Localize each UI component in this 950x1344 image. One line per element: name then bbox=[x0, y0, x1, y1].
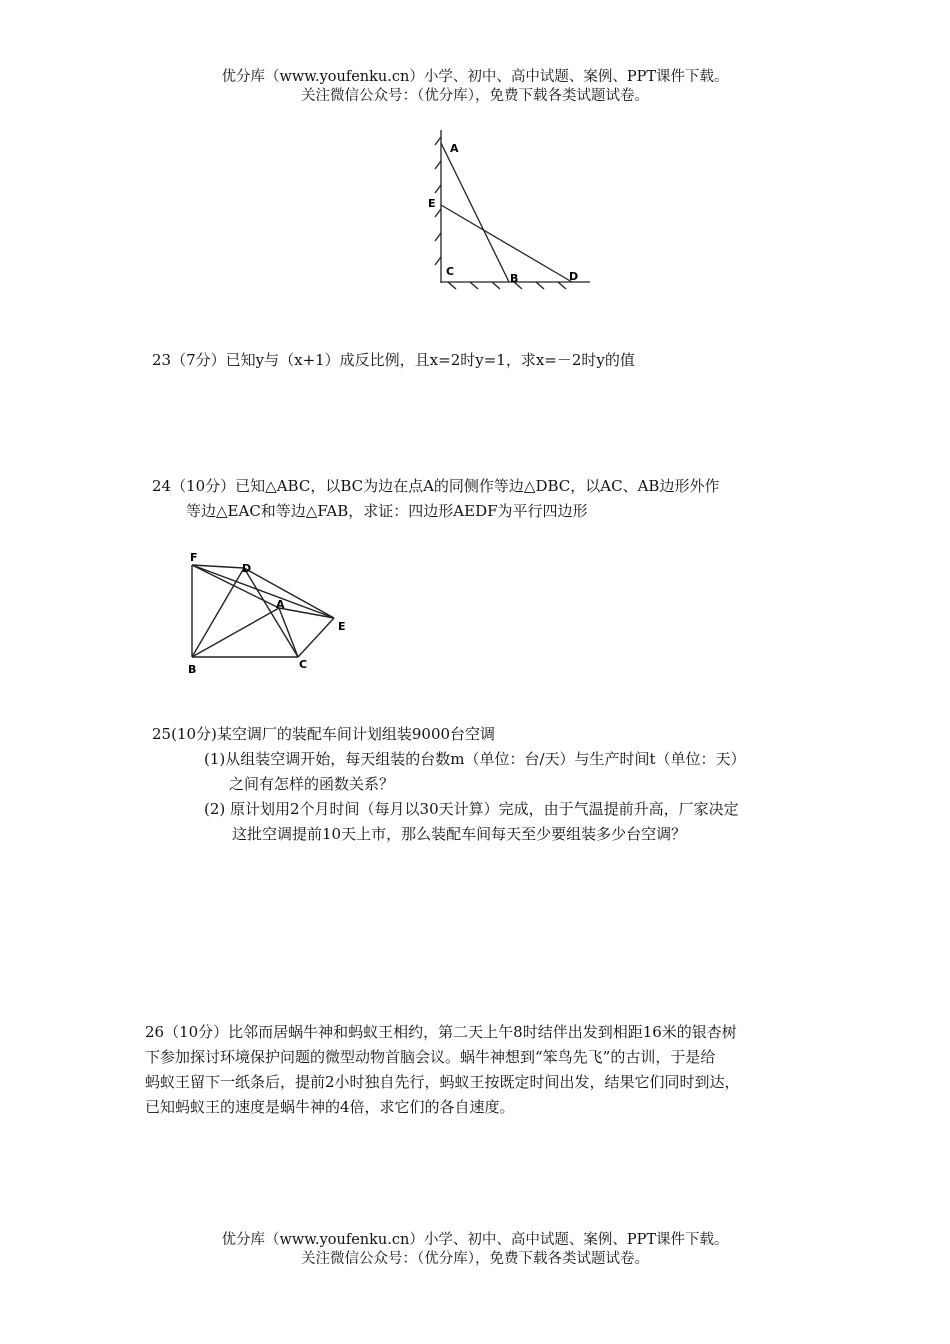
wall-hatch bbox=[435, 257, 441, 265]
header-line-2: 关注微信公众号：（优分库），免费下载各类试题试卷。 bbox=[301, 88, 649, 104]
wall-hatch bbox=[435, 185, 441, 193]
question-25-part2-line1: (2) 原计划用2个月时间（每月以30天计算）完成，由于气温提前升高，厂家决定 bbox=[204, 800, 739, 818]
wall-hatch bbox=[435, 137, 441, 145]
segment-db bbox=[192, 568, 244, 657]
ground-hatch bbox=[448, 282, 456, 289]
label-e: E bbox=[428, 197, 436, 210]
segment-ce bbox=[298, 618, 334, 657]
segment-fe bbox=[192, 565, 334, 618]
label-d: D bbox=[569, 270, 579, 283]
ground-hatch bbox=[470, 282, 478, 289]
ladder-ed bbox=[441, 205, 572, 282]
label-c: C bbox=[446, 265, 455, 278]
question-26-line1: 26（10分）比邻而居蜗牛神和蚂蚁王相约，第二天上午8时结伴出发到相距16米的银杏树 bbox=[145, 1023, 737, 1041]
segment-fa bbox=[192, 565, 279, 608]
label-d: D bbox=[242, 562, 252, 575]
question-25-part1-line2: 之间有怎样的函数关系？ bbox=[229, 775, 395, 793]
question-24-line-1: 24（10分）已知△ABC，以BC为边在点A的同侧作等边△DBC，以AC、AB边形外作 bbox=[152, 477, 720, 495]
segment-ac bbox=[279, 608, 298, 657]
figure-parallelogram-proof bbox=[180, 545, 360, 680]
label-e: E bbox=[338, 620, 346, 633]
question-24-line-2: 等边△EAC和等边△FAB，求证：四边形AEDF为平行四边形 bbox=[186, 502, 588, 520]
header-line-1: 优分库（www.youfenku.cn）小学、初中、高中试题、案例、PPT课件下载。 bbox=[221, 69, 729, 85]
wall-hatch bbox=[435, 161, 441, 169]
question-25-title: 25(10分)某空调厂的装配车间计划组装9000台空调 bbox=[152, 725, 496, 743]
question-26-line3: 蚂蚁王留下一纸条后，提前2小时独自先行，蚂蚁王按既定时间出发，结果它们同时到达， bbox=[145, 1073, 740, 1091]
label-a: A bbox=[276, 598, 285, 611]
question-23: 23（7分）已知y与（x+1）成反比例，且x=2时y=1，求x=－2时y的值 bbox=[152, 351, 635, 369]
footer-line-2: 关注微信公众号：（优分库），免费下载各类试题试卷。 bbox=[301, 1251, 649, 1267]
wall-hatch bbox=[435, 233, 441, 241]
question-25-part1-line1: (1)从组装空调开始，每天组装的台数m（单位：台/天）与生产时间t（单位：天） bbox=[204, 750, 746, 768]
figure-ladder-wall bbox=[420, 125, 600, 295]
ground-hatch bbox=[558, 282, 566, 289]
label-b: B bbox=[188, 663, 197, 676]
question-26-line4: 已知蚂蚁王的速度是蜗牛神的4倍，求它们的各自速度。 bbox=[145, 1098, 515, 1116]
ground-hatch bbox=[492, 282, 500, 289]
question-25-part2-line2: 这批空调提前10天上市，那么装配车间每天至少要组装多少台空调？ bbox=[232, 825, 687, 843]
question-26-line2: 下参加探讨环境保护问题的微型动物首脑会议。蜗牛神想到“笨鸟先飞”的古训，于是给 bbox=[145, 1048, 716, 1066]
label-c: C bbox=[299, 658, 308, 671]
wall-hatch bbox=[435, 209, 441, 217]
footer-line-1: 优分库（www.youfenku.cn）小学、初中、高中试题、案例、PPT课件下载。 bbox=[221, 1232, 729, 1248]
label-a: A bbox=[450, 142, 459, 155]
ladder-ab bbox=[441, 143, 509, 282]
label-f: F bbox=[190, 551, 198, 564]
ground-hatch bbox=[536, 282, 544, 289]
label-b: B bbox=[510, 272, 519, 285]
segment-ba bbox=[192, 608, 279, 657]
